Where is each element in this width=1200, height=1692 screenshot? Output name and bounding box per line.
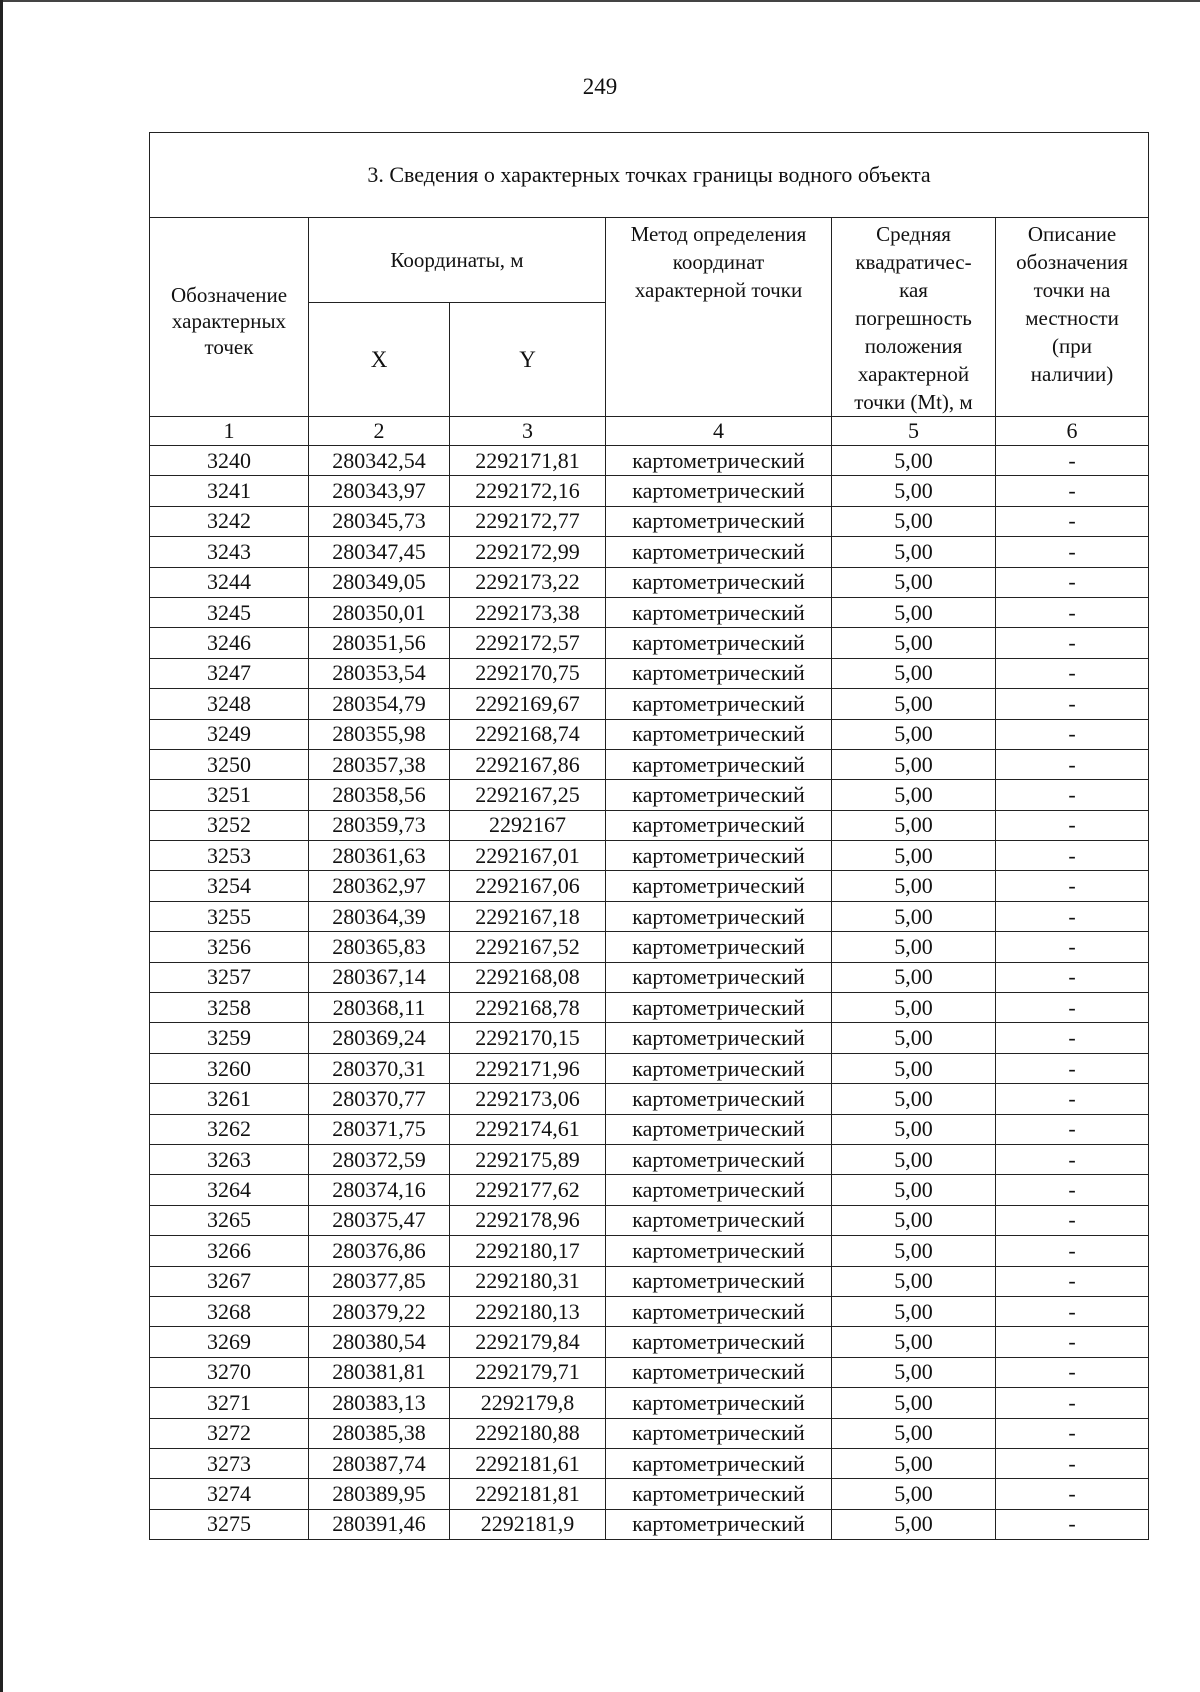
method: картометрический xyxy=(606,1266,832,1296)
coord-y: 2292174,61 xyxy=(450,1114,606,1144)
description: - xyxy=(996,749,1149,779)
column-number: 1 xyxy=(150,417,309,446)
table-row xyxy=(150,1479,1149,1509)
description: - xyxy=(996,1266,1149,1296)
mt-value: 5,00 xyxy=(832,1479,996,1509)
point-designation: 3245 xyxy=(150,597,309,627)
point-designation: 3270 xyxy=(150,1357,309,1387)
mt-value: 5,00 xyxy=(832,506,996,536)
column-number: 6 xyxy=(996,417,1149,446)
description: - xyxy=(996,476,1149,506)
description: - xyxy=(996,1357,1149,1387)
coord-x: 280351,56 xyxy=(309,628,450,658)
description: - xyxy=(996,962,1149,992)
coord-y: 2292180,13 xyxy=(450,1296,606,1326)
coord-x: 280350,01 xyxy=(309,597,450,627)
coord-x: 280380,54 xyxy=(309,1327,450,1357)
point-designation: 3262 xyxy=(150,1114,309,1144)
method: картометрический xyxy=(606,506,832,536)
coord-x: 280362,97 xyxy=(309,871,450,901)
mt-value: 5,00 xyxy=(832,446,996,476)
method: картометрический xyxy=(606,1448,832,1478)
mt-value: 5,00 xyxy=(832,597,996,627)
point-designation: 3273 xyxy=(150,1448,309,1478)
table-row xyxy=(150,1357,1149,1387)
mt-value: 5,00 xyxy=(832,719,996,749)
coord-x: 280379,22 xyxy=(309,1296,450,1326)
description: - xyxy=(996,841,1149,871)
point-designation: 3260 xyxy=(150,1053,309,1083)
description: - xyxy=(996,689,1149,719)
point-designation: 3250 xyxy=(150,749,309,779)
mt-value: 5,00 xyxy=(832,1053,996,1083)
method: картометрический xyxy=(606,1084,832,1114)
method: картометрический xyxy=(606,1205,832,1235)
header-y: Y xyxy=(450,303,606,417)
coord-y: 2292172,77 xyxy=(450,506,606,536)
coord-x: 280354,79 xyxy=(309,689,450,719)
method: картометрический xyxy=(606,567,832,597)
table-row xyxy=(150,1236,1149,1266)
method: картометрический xyxy=(606,689,832,719)
method: картометрический xyxy=(606,1418,832,1448)
coord-y: 2292168,74 xyxy=(450,719,606,749)
table-row xyxy=(150,932,1149,962)
coord-y: 2292167,86 xyxy=(450,749,606,779)
description: - xyxy=(996,1236,1149,1266)
table-row xyxy=(150,628,1149,658)
table-row xyxy=(150,567,1149,597)
point-designation: 3244 xyxy=(150,567,309,597)
point-designation: 3263 xyxy=(150,1144,309,1174)
point-designation: 3272 xyxy=(150,1418,309,1448)
coord-y: 2292175,89 xyxy=(450,1144,606,1174)
coord-x: 280368,11 xyxy=(309,993,450,1023)
header-mt-line7: точки (Mt), м xyxy=(854,390,973,414)
method: картометрический xyxy=(606,658,832,688)
description: - xyxy=(996,1114,1149,1144)
coord-x: 280349,05 xyxy=(309,567,450,597)
header-method-line1: Метод определения xyxy=(630,222,807,246)
point-designation: 3242 xyxy=(150,506,309,536)
mt-value: 5,00 xyxy=(832,689,996,719)
column-number: 2 xyxy=(309,417,450,446)
page-edge-top xyxy=(0,0,1200,2)
mt-value: 5,00 xyxy=(832,810,996,840)
description: - xyxy=(996,810,1149,840)
mt-value: 5,00 xyxy=(832,1448,996,1478)
coord-y: 2292181,9 xyxy=(450,1509,606,1539)
point-designation: 3247 xyxy=(150,658,309,688)
point-designation: 3249 xyxy=(150,719,309,749)
header-desc-line4: местности xyxy=(1025,306,1119,330)
coord-x: 280372,59 xyxy=(309,1144,450,1174)
description: - xyxy=(996,719,1149,749)
point-designation: 3258 xyxy=(150,993,309,1023)
header-mt-line2: квадратичес- xyxy=(855,250,972,274)
description: - xyxy=(996,1388,1149,1418)
method: картометрический xyxy=(606,446,832,476)
header-mt-line6: характерной xyxy=(857,362,970,386)
point-designation: 3271 xyxy=(150,1388,309,1418)
coord-x: 280361,63 xyxy=(309,841,450,871)
mt-value: 5,00 xyxy=(832,1175,996,1205)
method: картометрический xyxy=(606,932,832,962)
column-number: 5 xyxy=(832,417,996,446)
point-designation: 3248 xyxy=(150,689,309,719)
header-mt-line1: Средняя xyxy=(876,222,951,246)
header-designation-line1: Обозначение xyxy=(170,283,288,307)
mt-value: 5,00 xyxy=(832,1144,996,1174)
point-designation: 3264 xyxy=(150,1175,309,1205)
coord-x: 280358,56 xyxy=(309,780,450,810)
table-row xyxy=(150,1448,1149,1478)
coord-x: 280370,77 xyxy=(309,1084,450,1114)
description: - xyxy=(996,628,1149,658)
column-number: 4 xyxy=(606,417,832,446)
description: - xyxy=(996,446,1149,476)
point-designation: 3259 xyxy=(150,1023,309,1053)
method: картометрический xyxy=(606,871,832,901)
description: - xyxy=(996,537,1149,567)
coord-y: 2292167,06 xyxy=(450,871,606,901)
coord-x: 280370,31 xyxy=(309,1053,450,1083)
coord-x: 280387,74 xyxy=(309,1448,450,1478)
point-designation: 3240 xyxy=(150,446,309,476)
coord-x: 280391,46 xyxy=(309,1509,450,1539)
point-designation: 3254 xyxy=(150,871,309,901)
coord-y: 2292173,38 xyxy=(450,597,606,627)
description: - xyxy=(996,901,1149,931)
mt-value: 5,00 xyxy=(832,537,996,567)
mt-value: 5,00 xyxy=(832,993,996,1023)
table-row xyxy=(150,1175,1149,1205)
table-row xyxy=(150,780,1149,810)
coord-y: 2292168,08 xyxy=(450,962,606,992)
header-desc-line6: наличии) xyxy=(1030,362,1114,386)
coord-y: 2292167 xyxy=(450,810,606,840)
description: - xyxy=(996,780,1149,810)
coord-y: 2292181,61 xyxy=(450,1448,606,1478)
coord-x: 280369,24 xyxy=(309,1023,450,1053)
coord-y: 2292180,88 xyxy=(450,1418,606,1448)
point-designation: 3268 xyxy=(150,1296,309,1326)
mt-value: 5,00 xyxy=(832,962,996,992)
header-designation xyxy=(150,218,309,417)
mt-value: 5,00 xyxy=(832,871,996,901)
coord-y: 2292173,06 xyxy=(450,1084,606,1114)
point-designation: 3269 xyxy=(150,1327,309,1357)
coord-y: 2292167,18 xyxy=(450,901,606,931)
column-number: 3 xyxy=(450,417,606,446)
coord-y: 2292171,81 xyxy=(450,446,606,476)
coord-y: 2292171,96 xyxy=(450,1053,606,1083)
method: картометрический xyxy=(606,993,832,1023)
point-designation: 3256 xyxy=(150,932,309,962)
mt-value: 5,00 xyxy=(832,1296,996,1326)
description: - xyxy=(996,1023,1149,1053)
coord-x: 280371,75 xyxy=(309,1114,450,1144)
coord-y: 2292167,01 xyxy=(450,841,606,871)
header-desc-line1: Описание xyxy=(1027,222,1117,246)
coord-y: 2292181,81 xyxy=(450,1479,606,1509)
coord-y: 2292170,15 xyxy=(450,1023,606,1053)
table-body xyxy=(150,446,1149,1540)
coord-y: 2292179,8 xyxy=(450,1388,606,1418)
table-row xyxy=(150,1509,1149,1539)
coord-y: 2292173,22 xyxy=(450,567,606,597)
point-designation: 3241 xyxy=(150,476,309,506)
method: картометрический xyxy=(606,749,832,779)
coord-x: 280377,85 xyxy=(309,1266,450,1296)
coord-y: 2292170,75 xyxy=(450,658,606,688)
method: картометрический xyxy=(606,901,832,931)
description: - xyxy=(996,1053,1149,1083)
boundary-points-table xyxy=(149,132,1149,1540)
coord-y: 2292177,62 xyxy=(450,1175,606,1205)
table-row xyxy=(150,962,1149,992)
coord-x: 280343,97 xyxy=(309,476,450,506)
coord-y: 2292167,52 xyxy=(450,932,606,962)
mt-value: 5,00 xyxy=(832,1509,996,1539)
point-designation: 3266 xyxy=(150,1236,309,1266)
header-method-line3: характерной точки xyxy=(634,278,803,302)
mt-value: 5,00 xyxy=(832,628,996,658)
table-row xyxy=(150,1296,1149,1326)
coord-y: 2292167,25 xyxy=(450,780,606,810)
description: - xyxy=(996,1205,1149,1235)
method: картометрический xyxy=(606,1175,832,1205)
description: - xyxy=(996,1327,1149,1357)
mt-value: 5,00 xyxy=(832,1266,996,1296)
table-row xyxy=(150,871,1149,901)
page-edge-left xyxy=(0,0,3,1692)
table-row xyxy=(150,476,1149,506)
header-x: X xyxy=(309,303,450,417)
table-row xyxy=(150,1327,1149,1357)
method: картометрический xyxy=(606,476,832,506)
header-coordinates: Координаты, м xyxy=(309,218,606,303)
mt-value: 5,00 xyxy=(832,841,996,871)
header-method-line2: координат xyxy=(672,250,765,274)
mt-value: 5,00 xyxy=(832,1205,996,1235)
point-designation: 3265 xyxy=(150,1205,309,1235)
method: картометрический xyxy=(606,1053,832,1083)
coord-x: 280383,13 xyxy=(309,1388,450,1418)
coord-y: 2292179,71 xyxy=(450,1357,606,1387)
mt-value: 5,00 xyxy=(832,749,996,779)
description: - xyxy=(996,597,1149,627)
table-row xyxy=(150,719,1149,749)
coord-x: 280376,86 xyxy=(309,1236,450,1266)
method: картометрический xyxy=(606,1509,832,1539)
coord-y: 2292180,17 xyxy=(450,1236,606,1266)
mt-value: 5,00 xyxy=(832,1114,996,1144)
point-designation: 3253 xyxy=(150,841,309,871)
point-designation: 3251 xyxy=(150,780,309,810)
coord-x: 280385,38 xyxy=(309,1418,450,1448)
description: - xyxy=(996,1448,1149,1478)
coord-y: 2292179,84 xyxy=(450,1327,606,1357)
table-row xyxy=(150,1205,1149,1235)
mt-value: 5,00 xyxy=(832,1357,996,1387)
coord-x: 280342,54 xyxy=(309,446,450,476)
mt-value: 5,00 xyxy=(832,1084,996,1114)
table-row xyxy=(150,1266,1149,1296)
header-desc-line3: точки на xyxy=(1033,278,1111,302)
header-mt-line5: положения xyxy=(864,334,963,358)
description: - xyxy=(996,1144,1149,1174)
point-designation: 3274 xyxy=(150,1479,309,1509)
coord-y: 2292172,99 xyxy=(450,537,606,567)
mt-value: 5,00 xyxy=(832,476,996,506)
table-row xyxy=(150,506,1149,536)
table-row xyxy=(150,689,1149,719)
header-designation-line2: характерных точек xyxy=(171,309,287,359)
table-title: 3. Сведения о характерных точках границы водного объекта xyxy=(150,133,1149,218)
coord-x: 280359,73 xyxy=(309,810,450,840)
column-number-row xyxy=(150,417,1149,446)
description: - xyxy=(996,567,1149,597)
coord-x: 280364,39 xyxy=(309,901,450,931)
header-desc-line5: (при xyxy=(1052,334,1092,358)
point-designation: 3252 xyxy=(150,810,309,840)
coord-x: 280367,14 xyxy=(309,962,450,992)
method: картометрический xyxy=(606,1327,832,1357)
method: картометрический xyxy=(606,810,832,840)
description: - xyxy=(996,1175,1149,1205)
point-designation: 3243 xyxy=(150,537,309,567)
table-row xyxy=(150,1023,1149,1053)
table-row xyxy=(150,901,1149,931)
mt-value: 5,00 xyxy=(832,780,996,810)
method: картометрический xyxy=(606,962,832,992)
mt-value: 5,00 xyxy=(832,1327,996,1357)
coord-x: 280353,54 xyxy=(309,658,450,688)
table-row xyxy=(150,810,1149,840)
table-row xyxy=(150,658,1149,688)
coord-x: 280365,83 xyxy=(309,932,450,962)
coord-y: 2292168,78 xyxy=(450,993,606,1023)
mt-value: 5,00 xyxy=(832,567,996,597)
description: - xyxy=(996,993,1149,1023)
mt-value: 5,00 xyxy=(832,658,996,688)
description: - xyxy=(996,1296,1149,1326)
coord-y: 2292178,96 xyxy=(450,1205,606,1235)
method: картометрический xyxy=(606,1236,832,1266)
description: - xyxy=(996,932,1149,962)
coord-x: 280357,38 xyxy=(309,749,450,779)
coord-x: 280381,81 xyxy=(309,1357,450,1387)
description: - xyxy=(996,871,1149,901)
coord-x: 280389,95 xyxy=(309,1479,450,1509)
point-designation: 3275 xyxy=(150,1509,309,1539)
description: - xyxy=(996,1479,1149,1509)
table-row xyxy=(150,1418,1149,1448)
coord-y: 2292180,31 xyxy=(450,1266,606,1296)
coord-x: 280374,16 xyxy=(309,1175,450,1205)
coord-y: 2292172,57 xyxy=(450,628,606,658)
point-designation: 3246 xyxy=(150,628,309,658)
description: - xyxy=(996,658,1149,688)
coord-y: 2292172,16 xyxy=(450,476,606,506)
method: картометрический xyxy=(606,1388,832,1418)
method: картометрический xyxy=(606,1479,832,1509)
description: - xyxy=(996,1084,1149,1114)
table-row xyxy=(150,1114,1149,1144)
method: картометрический xyxy=(606,597,832,627)
coord-x: 280375,47 xyxy=(309,1205,450,1235)
table-row xyxy=(150,749,1149,779)
point-designation: 3267 xyxy=(150,1266,309,1296)
table-row xyxy=(150,597,1149,627)
method: картометрический xyxy=(606,537,832,567)
coord-x: 280355,98 xyxy=(309,719,450,749)
header-mt-line3: кая xyxy=(899,278,928,302)
mt-value: 5,00 xyxy=(832,1236,996,1266)
method: картометрический xyxy=(606,1023,832,1053)
header-method xyxy=(606,218,832,417)
table-row xyxy=(150,993,1149,1023)
header-desc-line2: обозначения xyxy=(1016,250,1128,274)
method: картометрический xyxy=(606,780,832,810)
method: картометрический xyxy=(606,1296,832,1326)
coord-y: 2292169,67 xyxy=(450,689,606,719)
mt-value: 5,00 xyxy=(832,1418,996,1448)
method: картометрический xyxy=(606,841,832,871)
mt-value: 5,00 xyxy=(832,932,996,962)
point-designation: 3261 xyxy=(150,1084,309,1114)
method: картометрический xyxy=(606,628,832,658)
point-designation: 3255 xyxy=(150,901,309,931)
method: картометрический xyxy=(606,719,832,749)
mt-value: 5,00 xyxy=(832,1023,996,1053)
description: - xyxy=(996,1509,1149,1539)
mt-value: 5,00 xyxy=(832,1388,996,1418)
table-row xyxy=(150,446,1149,476)
mt-value: 5,00 xyxy=(832,901,996,931)
table-row xyxy=(150,841,1149,871)
coord-x: 280347,45 xyxy=(309,537,450,567)
table-row xyxy=(150,1084,1149,1114)
table-row xyxy=(150,537,1149,567)
method: картометрический xyxy=(606,1357,832,1387)
point-designation: 3257 xyxy=(150,962,309,992)
method: картометрический xyxy=(606,1144,832,1174)
page-number: 249 xyxy=(582,74,618,99)
description: - xyxy=(996,1418,1149,1448)
coord-x: 280345,73 xyxy=(309,506,450,536)
description: - xyxy=(996,506,1149,536)
method: картометрический xyxy=(606,1114,832,1144)
header-description xyxy=(996,218,1149,417)
table-row xyxy=(150,1388,1149,1418)
table-row xyxy=(150,1144,1149,1174)
table-row xyxy=(150,1053,1149,1083)
header-mt-line4: погрешность xyxy=(855,306,972,330)
header-mean-square-error xyxy=(832,218,996,417)
